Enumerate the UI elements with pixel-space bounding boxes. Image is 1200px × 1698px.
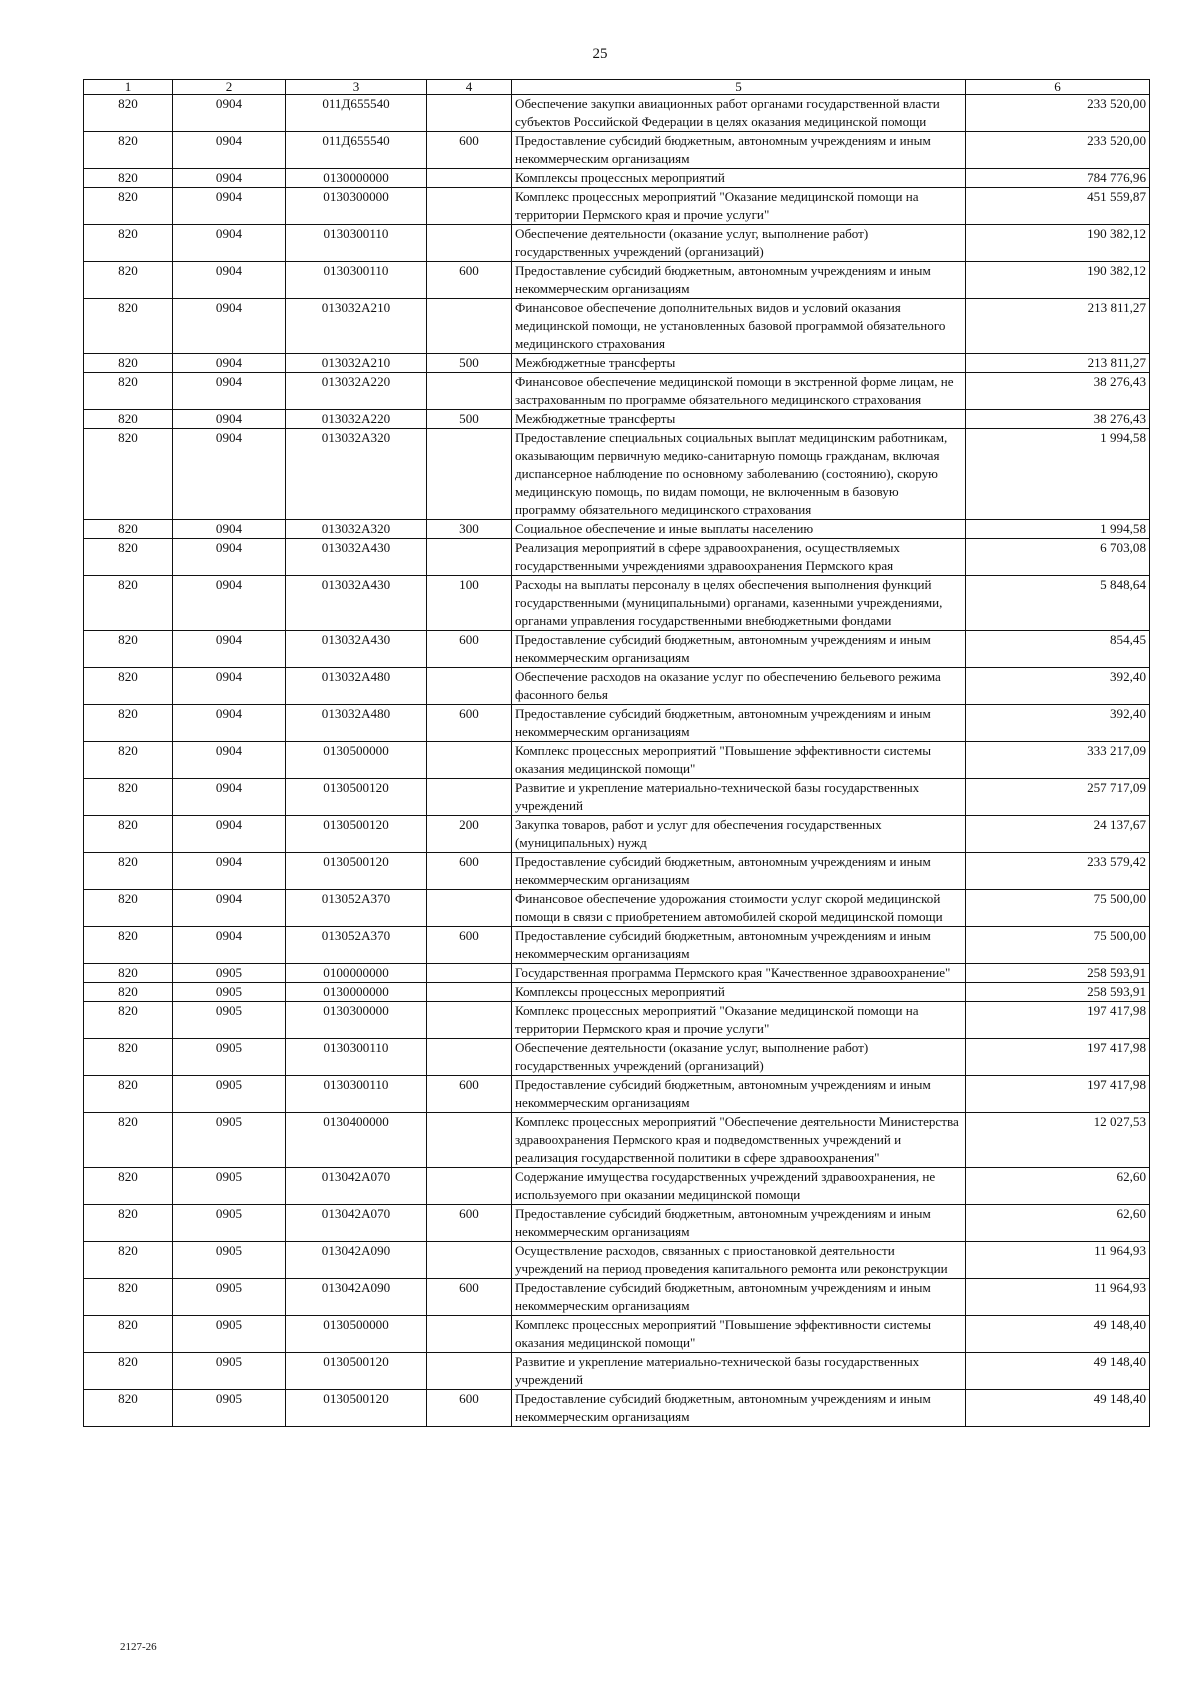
section-code-cell: 0904 <box>173 132 286 169</box>
target-article-cell: 013032А480 <box>286 668 427 705</box>
table-row <box>84 1113 1150 1168</box>
table-row <box>84 373 1150 410</box>
expense-type-cell <box>427 779 512 816</box>
department-code-cell: 820 <box>84 964 173 983</box>
amount-cell: 6 703,08 <box>966 539 1150 576</box>
expense-type-cell: 600 <box>427 1205 512 1242</box>
department-code-cell: 820 <box>84 1168 173 1205</box>
target-article-cell: 013032А320 <box>286 429 427 520</box>
target-article-cell: 0130500000 <box>286 1316 427 1353</box>
section-code-cell: 0905 <box>173 1039 286 1076</box>
column-header-5: 5 <box>512 80 966 95</box>
department-code-cell: 820 <box>84 1316 173 1353</box>
table-row <box>84 1242 1150 1279</box>
section-code-cell: 0905 <box>173 1168 286 1205</box>
table-row <box>84 1353 1150 1390</box>
expense-type-cell <box>427 95 512 132</box>
description-cell: Финансовое обеспечение удорожания стоимости услуг скорой медицинской помощи в связи с приобретением автомобилей скорой медицинской помощи <box>512 890 966 927</box>
target-article-cell: 013042А090 <box>286 1242 427 1279</box>
department-code-cell: 820 <box>84 520 173 539</box>
table-row <box>84 1076 1150 1113</box>
expense-type-cell <box>427 983 512 1002</box>
description-cell: Предоставление субсидий бюджетным, автономным учреждениям и иным некоммерческим организациям <box>512 927 966 964</box>
target-article-cell: 013042А070 <box>286 1168 427 1205</box>
department-code-cell: 820 <box>84 853 173 890</box>
description-cell: Финансовое обеспечение дополнительных видов и условий оказания медицинской помощи, не установленных базовой программой обязательного медицинского страхования <box>512 299 966 354</box>
table-row <box>84 1279 1150 1316</box>
expense-type-cell <box>427 1002 512 1039</box>
amount-cell: 213 811,27 <box>966 299 1150 354</box>
amount-cell: 197 417,98 <box>966 1076 1150 1113</box>
description-cell: Предоставление субсидий бюджетным, автономным учреждениям и иным некоммерческим организациям <box>512 262 966 299</box>
table-row <box>84 1002 1150 1039</box>
expense-type-cell <box>427 964 512 983</box>
target-article-cell: 0130000000 <box>286 169 427 188</box>
section-code-cell: 0904 <box>173 262 286 299</box>
section-code-cell: 0904 <box>173 225 286 262</box>
column-header-3: 3 <box>286 80 427 95</box>
table-row <box>84 983 1150 1002</box>
department-code-cell: 820 <box>84 668 173 705</box>
target-article-cell: 0100000000 <box>286 964 427 983</box>
description-cell: Предоставление субсидий бюджетным, автономным учреждениям и иным некоммерческим организациям <box>512 1279 966 1316</box>
department-code-cell: 820 <box>84 299 173 354</box>
document-code: 2127-26 <box>120 1641 157 1653</box>
department-code-cell: 820 <box>84 429 173 520</box>
amount-cell: 258 593,91 <box>966 964 1150 983</box>
description-cell: Комплекс процессных мероприятий "Оказание медицинской помощи на территории Пермского края и прочие услуги" <box>512 188 966 225</box>
section-code-cell: 0904 <box>173 668 286 705</box>
department-code-cell: 820 <box>84 188 173 225</box>
table-row <box>84 1039 1150 1076</box>
target-article-cell: 013052А370 <box>286 890 427 927</box>
table-row <box>84 169 1150 188</box>
page-number: 25 <box>592 46 608 62</box>
description-cell: Предоставление субсидий бюджетным, автономным учреждениям и иным некоммерческим организациям <box>512 1205 966 1242</box>
description-cell: Обеспечение деятельности (оказание услуг, выполнение работ) государственных учреждений (организаций) <box>512 1039 966 1076</box>
table-row <box>84 132 1150 169</box>
table-row <box>84 539 1150 576</box>
amount-cell: 451 559,87 <box>966 188 1150 225</box>
department-code-cell: 820 <box>84 1113 173 1168</box>
section-code-cell: 0904 <box>173 169 286 188</box>
expense-type-cell <box>427 1039 512 1076</box>
budget-table-container <box>83 79 1149 1427</box>
target-article-cell: 0130500120 <box>286 1353 427 1390</box>
target-article-cell: 013052А370 <box>286 927 427 964</box>
description-cell: Предоставление специальных социальных выплат медицинским работникам, оказывающим первичную медико-санитарную помощь гражданам, включая диспансерное наблюдение по основному заболеванию (состоянию), скорую медицинскую помощь, по видам помощи, не включенным в базовую программу обязательного медицинского страхования <box>512 429 966 520</box>
section-code-cell: 0905 <box>173 1316 286 1353</box>
description-cell: Комплексы процессных мероприятий <box>512 983 966 1002</box>
expense-type-cell <box>427 225 512 262</box>
amount-cell: 197 417,98 <box>966 1002 1150 1039</box>
description-cell: Содержание имущества государственных учреждений здравоохранения, не используемого при оказании медицинской помощи <box>512 1168 966 1205</box>
description-cell: Межбюджетные трансферты <box>512 354 966 373</box>
table-row <box>84 890 1150 927</box>
table-row <box>84 520 1150 539</box>
department-code-cell: 820 <box>84 410 173 429</box>
target-article-cell: 011Д655540 <box>286 132 427 169</box>
expense-type-cell <box>427 188 512 225</box>
amount-cell: 333 217,09 <box>966 742 1150 779</box>
target-article-cell: 0130400000 <box>286 1113 427 1168</box>
table-body <box>84 95 1150 1427</box>
table-row <box>84 631 1150 668</box>
department-code-cell: 820 <box>84 576 173 631</box>
expense-type-cell <box>427 539 512 576</box>
section-code-cell: 0905 <box>173 983 286 1002</box>
target-article-cell: 013042А070 <box>286 1205 427 1242</box>
amount-cell: 49 148,40 <box>966 1316 1150 1353</box>
department-code-cell: 820 <box>84 742 173 779</box>
department-code-cell: 820 <box>84 132 173 169</box>
target-article-cell: 0130500000 <box>286 742 427 779</box>
department-code-cell: 820 <box>84 1353 173 1390</box>
description-cell: Межбюджетные трансферты <box>512 410 966 429</box>
table-row <box>84 705 1150 742</box>
amount-cell: 392,40 <box>966 668 1150 705</box>
description-cell: Предоставление субсидий бюджетным, автономным учреждениям и иным некоммерческим организациям <box>512 132 966 169</box>
target-article-cell: 0130300000 <box>286 1002 427 1039</box>
department-code-cell: 820 <box>84 262 173 299</box>
description-cell: Обеспечение расходов на оказание услуг по обеспечению бельевого режима фасонного белья <box>512 668 966 705</box>
section-code-cell: 0904 <box>173 188 286 225</box>
target-article-cell: 0130300110 <box>286 262 427 299</box>
target-article-cell: 0130300110 <box>286 1039 427 1076</box>
department-code-cell: 820 <box>84 779 173 816</box>
amount-cell: 190 382,12 <box>966 225 1150 262</box>
expense-type-cell: 600 <box>427 1076 512 1113</box>
amount-cell: 1 994,58 <box>966 520 1150 539</box>
expense-type-cell: 600 <box>427 132 512 169</box>
amount-cell: 62,60 <box>966 1168 1150 1205</box>
table-row <box>84 225 1150 262</box>
amount-cell: 233 520,00 <box>966 132 1150 169</box>
target-article-cell: 0130300110 <box>286 1076 427 1113</box>
table-row <box>84 853 1150 890</box>
table-row <box>84 742 1150 779</box>
amount-cell: 213 811,27 <box>966 354 1150 373</box>
section-code-cell: 0905 <box>173 1002 286 1039</box>
description-cell: Развитие и укрепление материально-технической базы государственных учреждений <box>512 779 966 816</box>
table-row <box>84 1390 1150 1427</box>
target-article-cell: 0130500120 <box>286 1390 427 1427</box>
table-row <box>84 188 1150 225</box>
department-code-cell: 820 <box>84 225 173 262</box>
section-code-cell: 0905 <box>173 1390 286 1427</box>
section-code-cell: 0904 <box>173 520 286 539</box>
table-row <box>84 1205 1150 1242</box>
table-row <box>84 262 1150 299</box>
amount-cell: 38 276,43 <box>966 410 1150 429</box>
expense-type-cell <box>427 299 512 354</box>
target-article-cell: 0130500120 <box>286 853 427 890</box>
expense-type-cell <box>427 169 512 188</box>
expense-type-cell: 600 <box>427 262 512 299</box>
table-row <box>84 779 1150 816</box>
section-code-cell: 0904 <box>173 890 286 927</box>
description-cell: Комплекс процессных мероприятий "Оказание медицинской помощи на территории Пермского края и прочие услуги" <box>512 1002 966 1039</box>
target-article-cell: 013032А430 <box>286 539 427 576</box>
expense-type-cell: 600 <box>427 927 512 964</box>
target-article-cell: 013032А430 <box>286 576 427 631</box>
amount-cell: 62,60 <box>966 1205 1150 1242</box>
expense-type-cell <box>427 1353 512 1390</box>
expense-type-cell: 500 <box>427 410 512 429</box>
section-code-cell: 0904 <box>173 576 286 631</box>
section-code-cell: 0904 <box>173 927 286 964</box>
section-code-cell: 0904 <box>173 539 286 576</box>
section-code-cell: 0905 <box>173 1076 286 1113</box>
table-row <box>84 964 1150 983</box>
table-row <box>84 668 1150 705</box>
department-code-cell: 820 <box>84 927 173 964</box>
description-cell: Предоставление субсидий бюджетным, автономным учреждениям и иным некоммерческим организациям <box>512 853 966 890</box>
department-code-cell: 820 <box>84 373 173 410</box>
header-row <box>84 80 1150 95</box>
column-header-6: 6 <box>966 80 1150 95</box>
expense-type-cell <box>427 1316 512 1353</box>
department-code-cell: 820 <box>84 1390 173 1427</box>
section-code-cell: 0905 <box>173 1242 286 1279</box>
amount-cell: 258 593,91 <box>966 983 1150 1002</box>
department-code-cell: 820 <box>84 890 173 927</box>
description-cell: Комплекс процессных мероприятий "Повышение эффективности системы оказания медицинской помощи" <box>512 742 966 779</box>
department-code-cell: 820 <box>84 983 173 1002</box>
amount-cell: 38 276,43 <box>966 373 1150 410</box>
amount-cell: 75 500,00 <box>966 927 1150 964</box>
section-code-cell: 0905 <box>173 1353 286 1390</box>
description-cell: Предоставление субсидий бюджетным, автономным учреждениям и иным некоммерческим организациям <box>512 631 966 668</box>
target-article-cell: 0130300110 <box>286 225 427 262</box>
amount-cell: 24 137,67 <box>966 816 1150 853</box>
target-article-cell: 013032А210 <box>286 299 427 354</box>
target-article-cell: 0130000000 <box>286 983 427 1002</box>
description-cell: Обеспечение закупки авиационных работ органами государственной власти субъектов Российской Федерации в целях оказания медицинской помощи <box>512 95 966 132</box>
target-article-cell: 0130300000 <box>286 188 427 225</box>
amount-cell: 11 964,93 <box>966 1279 1150 1316</box>
expense-type-cell <box>427 1168 512 1205</box>
expense-type-cell <box>427 1113 512 1168</box>
description-cell: Предоставление субсидий бюджетным, автономным учреждениям и иным некоммерческим организациям <box>512 705 966 742</box>
target-article-cell: 013032А320 <box>286 520 427 539</box>
table-row <box>84 95 1150 132</box>
department-code-cell: 820 <box>84 95 173 132</box>
department-code-cell: 820 <box>84 539 173 576</box>
column-header-1: 1 <box>84 80 173 95</box>
amount-cell: 5 848,64 <box>966 576 1150 631</box>
department-code-cell: 820 <box>84 1205 173 1242</box>
description-cell: Финансовое обеспечение медицинской помощи в экстренной форме лицам, не застрахованным по программе обязательного медицинского страхования <box>512 373 966 410</box>
expense-type-cell: 200 <box>427 816 512 853</box>
section-code-cell: 0904 <box>173 429 286 520</box>
section-code-cell: 0904 <box>173 853 286 890</box>
expense-type-cell: 100 <box>427 576 512 631</box>
expense-type-cell <box>427 429 512 520</box>
amount-cell: 392,40 <box>966 705 1150 742</box>
table-row <box>84 927 1150 964</box>
department-code-cell: 820 <box>84 1242 173 1279</box>
department-code-cell: 820 <box>84 705 173 742</box>
expense-type-cell <box>427 373 512 410</box>
table-row <box>84 429 1150 520</box>
expense-type-cell: 600 <box>427 705 512 742</box>
column-header-2: 2 <box>173 80 286 95</box>
table-row <box>84 354 1150 373</box>
table-row <box>84 816 1150 853</box>
table-row <box>84 1316 1150 1353</box>
department-code-cell: 820 <box>84 354 173 373</box>
target-article-cell: 013032А220 <box>286 410 427 429</box>
target-article-cell: 013042А090 <box>286 1279 427 1316</box>
amount-cell: 190 382,12 <box>966 262 1150 299</box>
target-article-cell: 013032А480 <box>286 705 427 742</box>
description-cell: Социальное обеспечение и иные выплаты населению <box>512 520 966 539</box>
section-code-cell: 0905 <box>173 964 286 983</box>
expense-type-cell: 300 <box>427 520 512 539</box>
amount-cell: 784 776,96 <box>966 169 1150 188</box>
department-code-cell: 820 <box>84 816 173 853</box>
amount-cell: 49 148,40 <box>966 1353 1150 1390</box>
section-code-cell: 0904 <box>173 354 286 373</box>
department-code-cell: 820 <box>84 1076 173 1113</box>
department-code-cell: 820 <box>84 1039 173 1076</box>
target-article-cell: 0130500120 <box>286 816 427 853</box>
expense-type-cell: 600 <box>427 1279 512 1316</box>
amount-cell: 197 417,98 <box>966 1039 1150 1076</box>
section-code-cell: 0904 <box>173 779 286 816</box>
description-cell: Осуществление расходов, связанных с приостановкой деятельности учреждений на период проведения капитального ремонта или реконструкции <box>512 1242 966 1279</box>
expense-type-cell: 600 <box>427 1390 512 1427</box>
expense-type-cell <box>427 1242 512 1279</box>
section-code-cell: 0904 <box>173 631 286 668</box>
expense-type-cell <box>427 742 512 779</box>
expense-type-cell <box>427 668 512 705</box>
department-code-cell: 820 <box>84 169 173 188</box>
description-cell: Предоставление субсидий бюджетным, автономным учреждениям и иным некоммерческим организациям <box>512 1390 966 1427</box>
section-code-cell: 0904 <box>173 816 286 853</box>
amount-cell: 257 717,09 <box>966 779 1150 816</box>
description-cell: Расходы на выплаты персоналу в целях обеспечения выполнения функций государственными (муниципальными) органами, казенными учреждениями, органами управления государственными внебюджетными фондами <box>512 576 966 631</box>
expense-type-cell: 500 <box>427 354 512 373</box>
target-article-cell: 013032А210 <box>286 354 427 373</box>
section-code-cell: 0904 <box>173 373 286 410</box>
section-code-cell: 0904 <box>173 410 286 429</box>
department-code-cell: 820 <box>84 1002 173 1039</box>
target-article-cell: 013032А430 <box>286 631 427 668</box>
target-article-cell: 011Д655540 <box>286 95 427 132</box>
description-cell: Обеспечение деятельности (оказание услуг, выполнение работ) государственных учреждений (организаций) <box>512 225 966 262</box>
amount-cell: 75 500,00 <box>966 890 1150 927</box>
department-code-cell: 820 <box>84 1279 173 1316</box>
expense-type-cell <box>427 890 512 927</box>
description-cell: Реализация мероприятий в сфере здравоохранения, осуществляемых государственными учреждениями здравоохранения Пермского края <box>512 539 966 576</box>
expense-type-cell: 600 <box>427 631 512 668</box>
description-cell: Развитие и укрепление материально-технической базы государственных учреждений <box>512 1353 966 1390</box>
section-code-cell: 0905 <box>173 1113 286 1168</box>
section-code-cell: 0905 <box>173 1205 286 1242</box>
amount-cell: 854,45 <box>966 631 1150 668</box>
target-article-cell: 0130500120 <box>286 779 427 816</box>
section-code-cell: 0905 <box>173 1279 286 1316</box>
amount-cell: 1 994,58 <box>966 429 1150 520</box>
section-code-cell: 0904 <box>173 299 286 354</box>
table-row <box>84 576 1150 631</box>
amount-cell: 49 148,40 <box>966 1390 1150 1427</box>
budget-table <box>83 79 1150 1427</box>
section-code-cell: 0904 <box>173 95 286 132</box>
department-code-cell: 820 <box>84 631 173 668</box>
description-cell: Комплексы процессных мероприятий <box>512 169 966 188</box>
section-code-cell: 0904 <box>173 742 286 779</box>
description-cell: Комплекс процессных мероприятий "Повышение эффективности системы оказания медицинской помощи" <box>512 1316 966 1353</box>
target-article-cell: 013032А220 <box>286 373 427 410</box>
description-cell: Государственная программа Пермского края "Качественное здравоохранение" <box>512 964 966 983</box>
amount-cell: 11 964,93 <box>966 1242 1150 1279</box>
amount-cell: 233 579,42 <box>966 853 1150 890</box>
description-cell: Комплекс процессных мероприятий "Обеспечение деятельности Министерства здравоохранения Пермского края и подведомственных учреждений и реализация государственной политики в сфере здравоохранения" <box>512 1113 966 1168</box>
column-header-4: 4 <box>427 80 512 95</box>
section-code-cell: 0904 <box>173 705 286 742</box>
table-row <box>84 299 1150 354</box>
description-cell: Закупка товаров, работ и услуг для обеспечения государственных (муниципальных) нужд <box>512 816 966 853</box>
description-cell: Предоставление субсидий бюджетным, автономным учреждениям и иным некоммерческим организациям <box>512 1076 966 1113</box>
amount-cell: 233 520,00 <box>966 95 1150 132</box>
table-row <box>84 1168 1150 1205</box>
amount-cell: 12 027,53 <box>966 1113 1150 1168</box>
expense-type-cell: 600 <box>427 853 512 890</box>
table-row <box>84 410 1150 429</box>
